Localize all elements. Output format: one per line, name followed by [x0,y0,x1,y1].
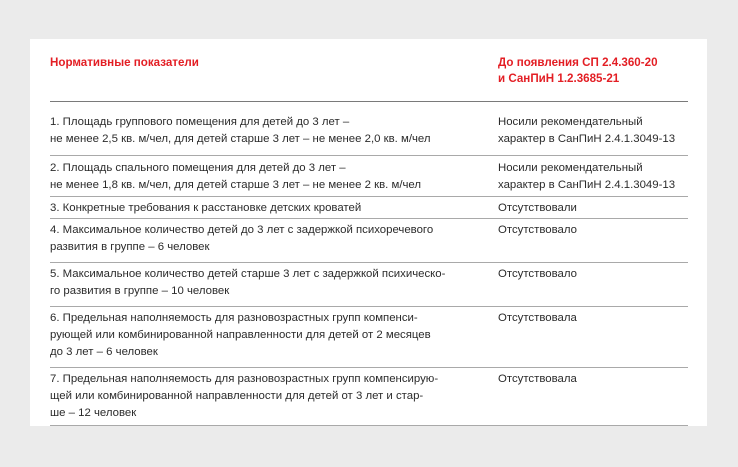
status-cell [498,266,688,303]
status-cell [498,114,688,152]
status-line: характер в СанПиН 2.4.1.3049-13 [498,179,676,191]
table-header-row [50,55,688,102]
norm-line: рующей или комбинированной направленности для детей от 2 месяцев [50,329,431,341]
status-line: Отсутствовало [498,268,577,280]
status-line: Носили рекомендательный [498,116,643,128]
status-cell [498,160,688,193]
norm-line: 7. Предельная наполняемость для разновозрастных групп компенсирую- [50,373,439,385]
norm-cell [50,266,498,303]
header-norms-text: Нормативные показатели [50,56,199,69]
norms-table [50,55,688,426]
norm-cell [50,114,498,152]
norm-line: не менее 2,5 кв. м/чел, для детей старше 3 лет – не менее 2,0 кв. м/чел [50,133,431,145]
norm-line: ше – 12 человек [50,407,137,419]
norm-line: щей или комбинированной направленности для детей от 3 лет и стар- [50,390,424,402]
document-card [30,39,707,426]
norm-line: 4. Максимальное количество детей до 3 лет с задержкой психоречевого [50,224,434,236]
status-cell [498,200,688,215]
status-line: Отсутствовали [498,202,577,214]
norm-cell [50,160,498,193]
norm-line: до 3 лет – 6 человек [50,346,158,358]
table-row [50,156,688,197]
norm-line: развития в группе – 6 человек [50,241,210,253]
table-row [50,368,688,426]
norm-cell [50,200,498,215]
status-line: Отсутствовала [498,312,577,324]
norm-line: 2. Площадь спального помещения для детей до 3 лет – [50,162,346,174]
status-line: Носили рекомендательный [498,162,643,174]
table-row [50,102,688,156]
header-before-line-2: и СанПиН 1.2.3685-21 [498,72,620,85]
norm-line: 5. Максимальное количество детей старше 3 лет с задержкой психическо- [50,268,446,280]
table-row [50,307,688,368]
status-line: характер в СанПиН 2.4.1.3049-13 [498,133,676,145]
norm-cell [50,310,498,364]
norm-line: 6. Предельная наполняемость для разновозрастных групп компенси- [50,312,418,324]
norm-line: 3. Конкретные требования к расстановке детских кроватей [50,202,362,214]
header-norms [50,55,498,101]
header-before-line-1: До появления СП 2.4.360-20 [498,56,658,69]
status-cell [498,371,688,422]
norm-line: не менее 1,8 кв. м/чел, для детей старше 3 лет – не менее 2 кв. м/чел [50,179,422,191]
table-row [50,263,688,307]
status-cell [498,310,688,364]
status-line: Отсутствовало [498,224,577,236]
table-row [50,197,688,219]
status-cell [498,222,688,259]
norm-line: 1. Площадь группового помещения для детей до 3 лет – [50,116,350,128]
norm-cell [50,371,498,422]
norm-cell [50,222,498,259]
table-row [50,219,688,263]
header-before [498,55,688,101]
status-line: Отсутствовала [498,373,577,385]
norm-line: го развития в группе – 10 человек [50,285,230,297]
